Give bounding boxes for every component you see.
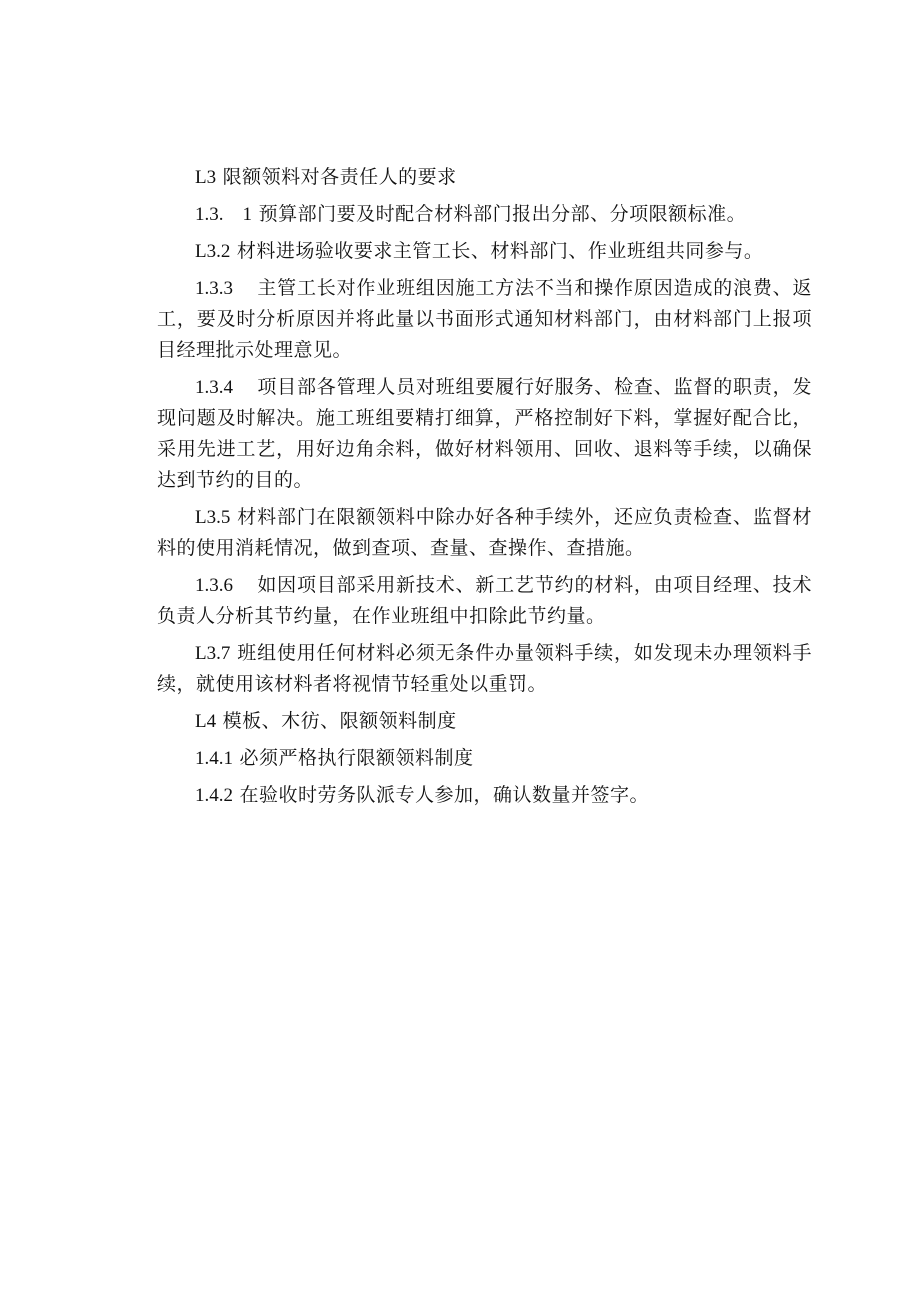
- section-number: L3.7: [195, 643, 231, 664]
- paragraph-text: 模板、木彷、限额领料制度: [222, 710, 457, 732]
- paragraph-1-4-2: [157, 780, 812, 811]
- paragraph-1-3-5: [157, 502, 812, 564]
- paragraph-text: 班组使用任何材料必须无条件办量领料手续，如发现未办理领料手续，就使用该材料者将视情节轻重处以重罚。: [157, 642, 812, 695]
- document-body: [157, 162, 812, 817]
- paragraph-1-3-4: [157, 372, 812, 496]
- paragraph-text: 材料进场验收要求主管工长、材料部门、作业班组共同参与。: [236, 240, 764, 262]
- section-number: 1.3.4: [195, 377, 233, 398]
- paragraph-text: 如因项目部采用新技术、新工艺节约的材料，由项目经理、技术负责人分析其节约量，在作业班组中扣除此节约量。: [157, 574, 812, 627]
- paragraph-1-3-2: [157, 236, 812, 267]
- paragraph-heading-l3: [157, 162, 812, 193]
- section-number: 1.3.3: [195, 278, 233, 299]
- paragraph-text: 预算部门要及时配合材料部门报出分部、分项限额标准。: [258, 203, 747, 225]
- paragraph-1-3-1: [157, 199, 812, 230]
- section-number: 1.4.1: [195, 748, 233, 769]
- paragraph-text: 必须严格执行限额领料制度: [239, 747, 474, 769]
- section-number: L3.2: [195, 241, 231, 262]
- section-number: L3: [195, 167, 217, 188]
- paragraph-1-3-6: [157, 570, 812, 632]
- paragraph-heading-l4: [157, 706, 812, 737]
- paragraph-1-4-1: [157, 743, 812, 774]
- paragraph-text: 在验收时劳务队派专人参加，确认数量并签字。: [239, 784, 650, 806]
- section-number: 1.4.2: [195, 785, 233, 806]
- paragraph-1-3-3: [157, 273, 812, 366]
- paragraph-text: 主管工长对作业班组因施工方法不当和操作原因造成的浪费、返工，要及时分析原因并将此量以书面形式通知材料部门，由材料部门上报项目经理批示处理意见。: [157, 277, 812, 361]
- paragraph-text: 限额领料对各责任人的要求: [222, 166, 457, 188]
- section-number: L3.5: [195, 507, 231, 528]
- paragraph-1-3-7: [157, 638, 812, 700]
- paragraph-text: 项目部各管理人员对班组要履行好服务、检查、监督的职责，发现问题及时解决。施工班组要精打细算，严格控制好下料，掌握好配合比，采用先进工艺，用好边角余料，做好材料领用、回收、退料等手续，以确保达到节约的目的。: [157, 376, 812, 491]
- section-number: 1.3.6: [195, 575, 233, 596]
- section-number: 1.3. 1: [195, 204, 253, 225]
- paragraph-text: 材料部门在限额领料中除办好各种手续外，还应负责检查、监督材料的使用消耗情况，做到查项、查量、查操作、查措施。: [157, 506, 812, 559]
- section-number: L4: [195, 711, 217, 732]
